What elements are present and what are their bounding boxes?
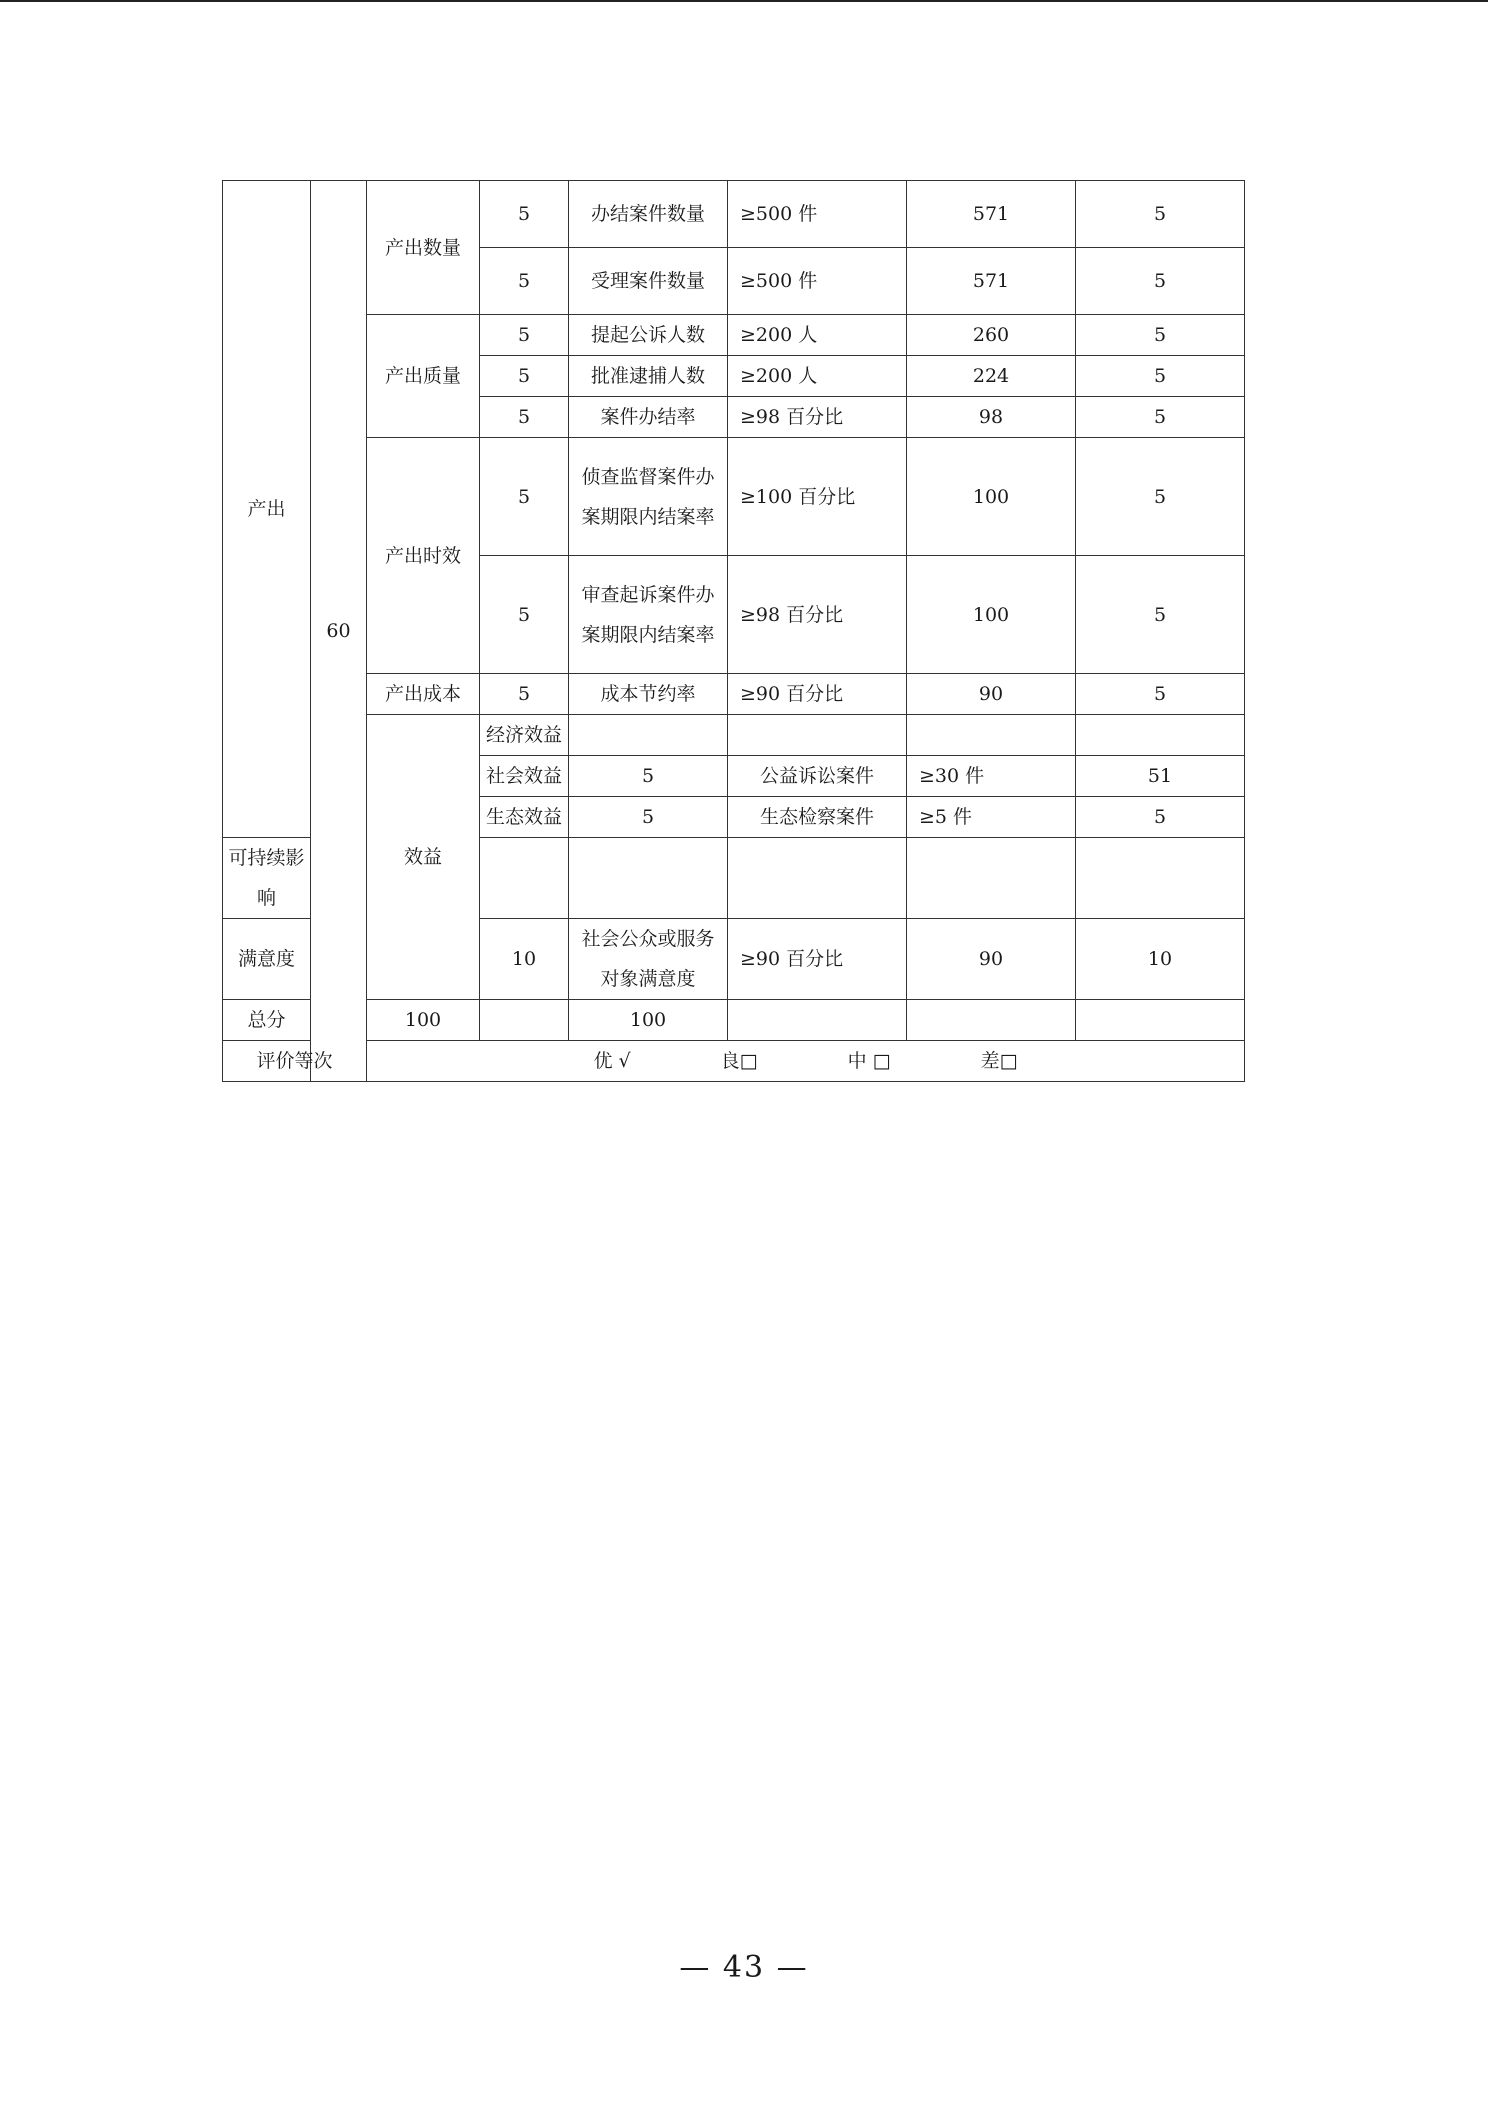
target-cell: ≥90 百分比 [728, 919, 907, 1000]
sub-indicator-cell: 产出质量 [367, 315, 480, 438]
score-cell: 10 [1076, 919, 1245, 1000]
target-cell: ≥200 人 [728, 356, 907, 397]
target-cell: ≥98 百分比 [728, 556, 907, 674]
grade-option-medium: 中 □ [847, 1050, 891, 1072]
actual-cell: 100 [907, 438, 1076, 556]
total-empty-cell [1076, 1000, 1245, 1041]
actual-cell: 571 [907, 248, 1076, 315]
actual-cell [907, 838, 1076, 919]
sub-indicator-cell: 满意度 [223, 919, 311, 1000]
score-cell [1076, 838, 1245, 919]
top-border-line [0, 0, 1488, 2]
weight-cell: 5 [569, 756, 728, 797]
indicator-cell: 批准逮捕人数 [569, 356, 728, 397]
total-weight: 100 [569, 1000, 728, 1041]
weight-cell [569, 715, 728, 756]
score-cell: 5 [1076, 397, 1245, 438]
table-row [223, 715, 1245, 756]
total-label: 总分 [223, 1000, 311, 1041]
score-cell: 5 [1076, 674, 1245, 715]
grade-options [367, 1041, 1245, 1082]
weight-cell: 5 [480, 248, 569, 315]
score-cell: 5 [1076, 438, 1245, 556]
target-cell: ≥5 件 [907, 797, 1076, 838]
actual-cell: 5 [1076, 797, 1245, 838]
sub-indicator-cell: 可持续影响 [223, 838, 311, 919]
sub-indicator-cell: 产出时效 [367, 438, 480, 674]
indicator-cell: 侦查监督案件办案期限内结案率 [569, 438, 728, 556]
table-row [223, 315, 1245, 356]
indicator-cell [569, 838, 728, 919]
score-cell: 5 [1076, 556, 1245, 674]
score-cell: 5 [1076, 181, 1245, 248]
target-cell: ≥30 件 [907, 756, 1076, 797]
indicator-cell: 成本节约率 [569, 674, 728, 715]
actual-cell: 98 [907, 397, 1076, 438]
category-cell-output: 产出 [223, 181, 311, 838]
total-value: 100 [367, 1000, 480, 1041]
sub-indicator-cell: 经济效益 [480, 715, 569, 756]
score-cell: 5 [1076, 248, 1245, 315]
actual-cell: 571 [907, 181, 1076, 248]
indicator-cell: 案件办结率 [569, 397, 728, 438]
sub-indicator-cell: 产出数量 [367, 181, 480, 315]
target-cell: ≥500 件 [728, 181, 907, 248]
actual-cell: 100 [907, 556, 1076, 674]
table-row [223, 438, 1245, 497]
indicator-cell: 受理案件数量 [569, 248, 728, 315]
target-cell [728, 838, 907, 919]
actual-cell: 260 [907, 315, 1076, 356]
table-row [223, 181, 1245, 248]
sub-indicator-cell: 社会效益 [480, 756, 569, 797]
target-cell: ≥500 件 [728, 248, 907, 315]
target-cell: ≥90 百分比 [728, 674, 907, 715]
weight-cell: 5 [480, 356, 569, 397]
weight-cell: 5 [480, 674, 569, 715]
weight-cell: 5 [480, 438, 569, 556]
score-cell: 5 [1076, 356, 1245, 397]
actual-cell: 90 [907, 674, 1076, 715]
performance-evaluation-table [222, 180, 1245, 1082]
weight-cell: 5 [480, 315, 569, 356]
category-cell-benefit: 效益 [367, 715, 480, 1000]
weight-cell: 5 [480, 556, 569, 674]
table-row [223, 674, 1245, 715]
target-cell: ≥98 百分比 [728, 397, 907, 438]
total-row [223, 1000, 1245, 1041]
actual-cell: 51 [1076, 756, 1245, 797]
weight-cell: 10 [480, 919, 569, 1000]
indicator-cell: 公益诉讼案件 [728, 756, 907, 797]
weight-cell: 5 [480, 397, 569, 438]
grade-label: 评价等次 [223, 1041, 367, 1082]
actual-cell: 90 [907, 919, 1076, 1000]
indicator-cell: 生态检察案件 [728, 797, 907, 838]
target-cell: ≥200 人 [728, 315, 907, 356]
grade-option-poor: 差□ [980, 1050, 1018, 1072]
score-cell: 5 [1076, 315, 1245, 356]
weight-cell [480, 838, 569, 919]
weight-cell: 5 [569, 797, 728, 838]
total-empty-cell [728, 1000, 907, 1041]
page-number: — 43 — [679, 1950, 809, 1985]
indicator-cell [728, 715, 907, 756]
weight-cell: 5 [480, 181, 569, 248]
sub-indicator-cell: 生态效益 [480, 797, 569, 838]
target-cell [907, 715, 1076, 756]
indicator-cell: 办结案件数量 [569, 181, 728, 248]
sub-indicator-cell: 产出成本 [367, 674, 480, 715]
target-cell: ≥100 百分比 [728, 438, 907, 556]
actual-cell [1076, 715, 1245, 756]
indicator-cell: 提起公诉人数 [569, 315, 728, 356]
grade-option-excellent: 优 √ [593, 1050, 631, 1072]
indicator-cell: 审查起诉案件办案期限内结案率 [569, 556, 728, 674]
group-weight-cell: 60 [311, 181, 367, 1082]
total-empty-cell [480, 1000, 569, 1041]
indicator-cell: 社会公众或服务对象满意度 [569, 919, 728, 1000]
actual-cell: 224 [907, 356, 1076, 397]
grade-row [223, 1041, 1245, 1082]
grade-option-good: 良□ [720, 1050, 758, 1072]
total-empty-cell [907, 1000, 1076, 1041]
